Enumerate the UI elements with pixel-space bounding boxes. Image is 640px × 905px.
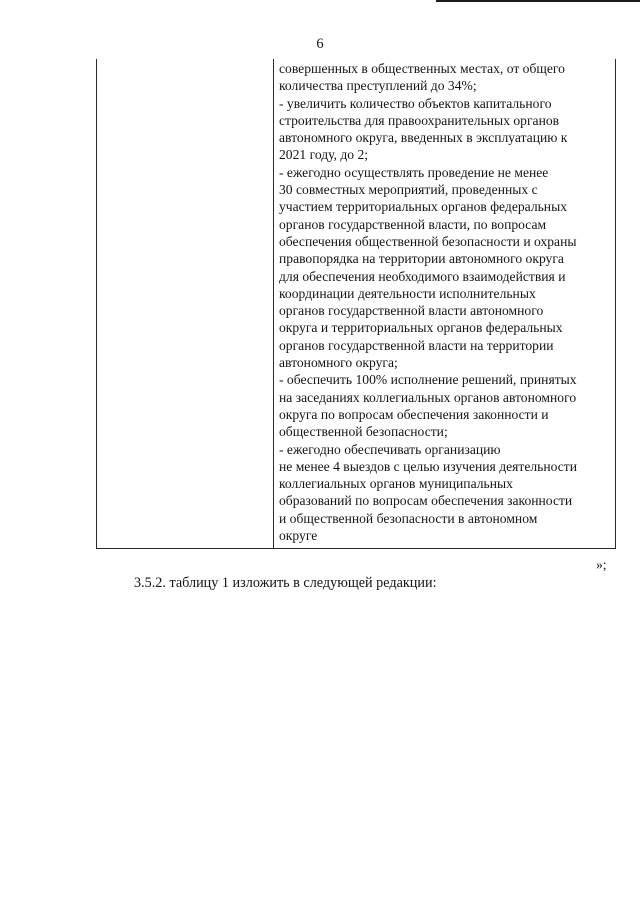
table-text-line: округа по вопросам обеспечения законности и — [279, 406, 549, 422]
table-text-line: коллегиальных органов муниципальных — [279, 476, 513, 492]
continuation-table — [96, 59, 616, 549]
table-text-line: 2021 году, до 2; — [279, 147, 369, 163]
table-text-line: округа и территориальных органов федеральных — [279, 320, 563, 336]
closing-quote: »; — [596, 557, 607, 572]
page-number: 6 — [316, 36, 324, 52]
table-text-line: органов государственной власти, по вопросам — [279, 216, 547, 232]
table-text-line: образований по вопросам обеспечения законности — [279, 493, 573, 509]
table-text-line: не менее 4 выездов с целью изучения деятельности — [279, 458, 578, 474]
table-text-line: и общественной безопасности в автономном — [279, 510, 538, 526]
table-text-line: автономного округа, введенных в эксплуатацию к — [279, 130, 568, 146]
table-text-line: органов государственной власти на территории — [279, 337, 554, 353]
amendment-instruction: 3.5.2. таблицу 1 изложить в следующей редакции: — [134, 575, 437, 591]
scan-edge-line — [436, 0, 640, 2]
table-text-line: - обеспечить 100% исполнение решений, принятых — [279, 372, 577, 388]
table-text-line: на заседаниях коллегиальных органов автономного — [279, 389, 577, 405]
table-column-divider — [273, 59, 274, 548]
table-text-line: органов государственной власти автономного — [279, 303, 544, 319]
table-text-line: автономного округа; — [279, 355, 398, 371]
table-text-line: для обеспечения необходимого взаимодействия и — [279, 268, 566, 284]
table-text-line: строительства для правоохранительных органов — [279, 112, 560, 128]
table-text-line: - увеличить количество объектов капитального — [279, 95, 552, 111]
table-text-line: количества преступлений до 34%; — [279, 78, 477, 94]
table-text-line: округе — [279, 528, 318, 544]
table-right-cell — [279, 60, 615, 544]
table-text-line: - ежегодно осуществлять проведение не менее — [279, 164, 549, 180]
table-text-line: совершенных в общественных местах, от общего — [279, 61, 565, 76]
table-text-line: обеспечения общественной безопасности и охраны — [279, 233, 577, 249]
table-text-line: - ежегодно обеспечивать организацию — [279, 441, 501, 457]
table-text-line: общественной безопасности; — [279, 424, 448, 440]
table-text-line: участием территориальных органов федеральных — [279, 199, 568, 215]
table-text-line: правопорядка на территории автономного округа — [279, 251, 564, 267]
table-left-cell — [97, 59, 273, 548]
table-text-line: 30 совместных мероприятий, проведенных с — [279, 182, 538, 198]
table-text-line: координации деятельности исполнительных — [279, 285, 536, 301]
